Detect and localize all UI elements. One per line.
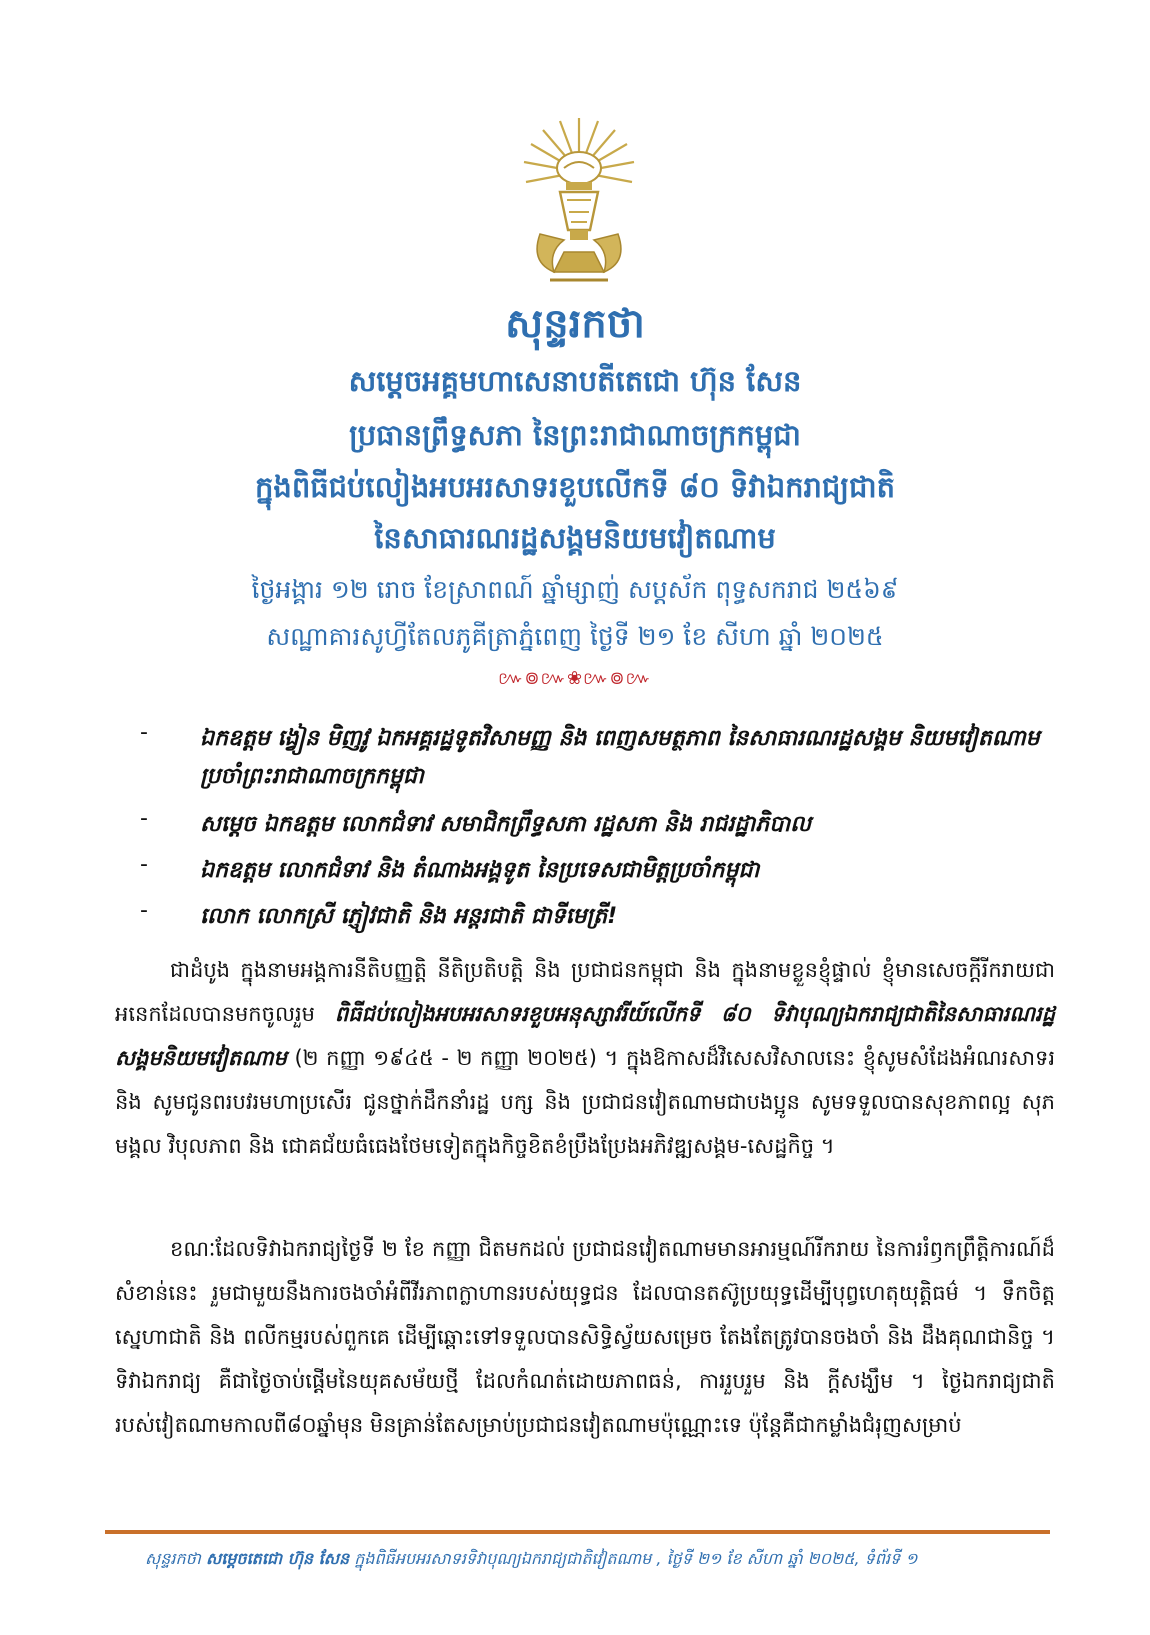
speech-title: សុន្ទរកថា [505, 301, 645, 347]
senate-emblem-icon [520, 112, 638, 287]
venue-date: សណ្ឋាគារសូហ្វីតែលភូគីត្រាភ្នំពេញ ថ្ងៃទី ២១ ខែ សីហា ឆ្នាំ ២០២៥ [266, 622, 884, 651]
greeting-text: សម្តេច ឯកឧត្តម លោកជំទាវ សមាជិកព្រឹទ្ធសភា រដ្ឋសភា និង រាជរដ្ឋាភិបាល [200, 812, 812, 837]
bullet-dash: - [140, 806, 148, 831]
event-name: ក្នុងពិធីជប់លៀងអបអរសាទរខួបលើកទី ៨០ ទិវាឯករាជ្យជាតិ [255, 470, 895, 504]
bullet-dash: - [140, 852, 148, 877]
speaker-position: ប្រធានព្រឹទ្ធសភា នៃព្រះរាជាណាចក្រកម្ពុជា [349, 418, 801, 452]
p1-intro: ជាដំបូង ក្នុងនាមអង្គការនីតិបញ្ញត្តិ នីតិប្រតិបត្តិ និង ប្រជាជនកម្ពុជា និង ក្នុងនាមខ្លួនខ្ញុំផ្ទាល់ ខ្ញុំមានសេចក្តីរីករាយជាអនេកដែលបានមកចូលរួម [115, 958, 1055, 1026]
body-paragraph-2: ខណៈដែលទិវាឯករាជ្យថ្ងៃទី ២ ខែ កញ្ញា ជិតមកដល់ ប្រជាជនវៀតណាមមានអារម្មណ៍រីករាយ នៃការរំឭកព្រឹត្តិការណ៍ដ៏សំខាន់នេះ រួមជាមួយនឹងការចងចាំអំពីវីរភាពក្លាហានរបស់យុទ្ធជន ដែលបានតស៊ូប្រយុទ្ធដើម្បីបុព្វហេតុយុត្តិធម៌ ។ ទឹកចិត្តស្នេហាជាតិ និង ពលីកម្មរបស់ពួកគេ ដើម្បីឆ្ពោះទៅទទួលបានសិទ្ធិស្វ័យសម្រេច តែងតែត្រូវបានចងចាំ និង ដឹងគុណជានិច្ច ។ ទិវាឯករាជ្យ គឺជាថ្ងៃចាប់ផ្តើមនៃយុគសម័យថ្មី ដែលកំណត់ដោយភាពធន់, ការរួបរួម និង ក្តីសង្ឃឹម ។ ថ្ងៃឯករាជ្យជាតិរបស់វៀតណាមកាលពី៨០ឆ្នាំមុន មិនគ្រាន់តែសម្រាប់ប្រជាជនវៀតណាមប៉ុណ្ណោះទេ ប៉ុន្តែគឺជាកម្លាំងជំរុញសម្រាប់ [115, 1237, 1055, 1437]
speaker-name: សម្តេចអគ្គមហាសេនាបតីតេជោ ហ៊ុន សែន [348, 364, 802, 398]
lunar-date: ថ្ងៃអង្គារ ១២ រោច ខែស្រាពណ៍ ឆ្នាំម្សាញ់ សប្តស័ក ពុទ្ធសករាជ ២៥៦៩ [251, 575, 899, 604]
body-paragraph-1 [115, 948, 1055, 1168]
greeting-text: ឯកឧត្តម ង្វៀន មិញវូ ឯកអគ្គរដ្ឋទូតវិសាមញ្ញ និង ពេញសមត្ថភាព នៃសាធារណរដ្ឋសង្គម និយមវៀតណាម ប្រចាំព្រះរាជាណាចក្រកម្ពុជា [200, 726, 1040, 789]
footer-divider [105, 1530, 1050, 1534]
p1-event-emphasis: ពិធីជប់លៀងអបអរសាទរខួបអនុស្សាវរីយ៍លើកទី ៨០ ទិវាបុណ្យឯករាជ្យជាតិនៃសាធារណរដ្ឋសង្គមនិយមវៀតណាម [115, 1002, 1055, 1070]
page-footer [145, 1548, 1055, 1572]
footer-prefix: សុន្ទរកថា [145, 1549, 206, 1568]
greeting-text: លោក លោកស្រី ភ្ញៀវជាតិ និង អន្តរជាតិ ជាទីមេត្រី! [200, 904, 618, 929]
footer-suffix: ក្នុងពិធីអបអរសាទរទិវាបុណ្យឯករាជ្យជាតិវៀតណាម , ថ្ងៃទី ២១ ខែ សីហា ឆ្នាំ ២០២៥, ទំព័រទី ១ [349, 1549, 918, 1568]
footer-speaker: សម្តេចតេជោ ហ៊ុន សែន [205, 1549, 350, 1568]
ornament-divider: ៚៙៚❀៚៙៚ [498, 668, 652, 689]
bullet-dash: - [140, 720, 148, 745]
p1-rest: (២ កញ្ញា ១៩៤៥ - ២ កញ្ញា ២០២៥) ។ ក្នុងឱកាសដ៏វិសេសវិសាលនេះ ខ្ញុំសូមសំដែងអំណរសាទរ និង សូមជូនពរបវរមហាប្រសើរ ជូនថ្នាក់ដឹកនាំរដ្ឋ បក្ស និង ប្រជាជនវៀតណាមជាបងប្អូន សូមទទួលបានសុខភាពល្អ សុភមង្គល វិបុលភាព និង ជោគជ័យធំធេងថែមទៀតក្នុងកិច្ចខិតខំប្រឹងប្រែងអភិវឌ្ឍសង្គម-សេដ្ឋកិច្ច ។ [115, 1046, 1055, 1158]
event-country: នៃសាធារណរដ្ឋសង្គមនិយមវៀតណាម [374, 521, 776, 555]
greeting-text: ឯកឧត្តម លោកជំទាវ និង តំណាងអង្គទូត នៃប្រទេសជាមិត្តប្រចាំកម្ពុជា [200, 858, 760, 883]
bullet-dash: - [140, 898, 148, 923]
